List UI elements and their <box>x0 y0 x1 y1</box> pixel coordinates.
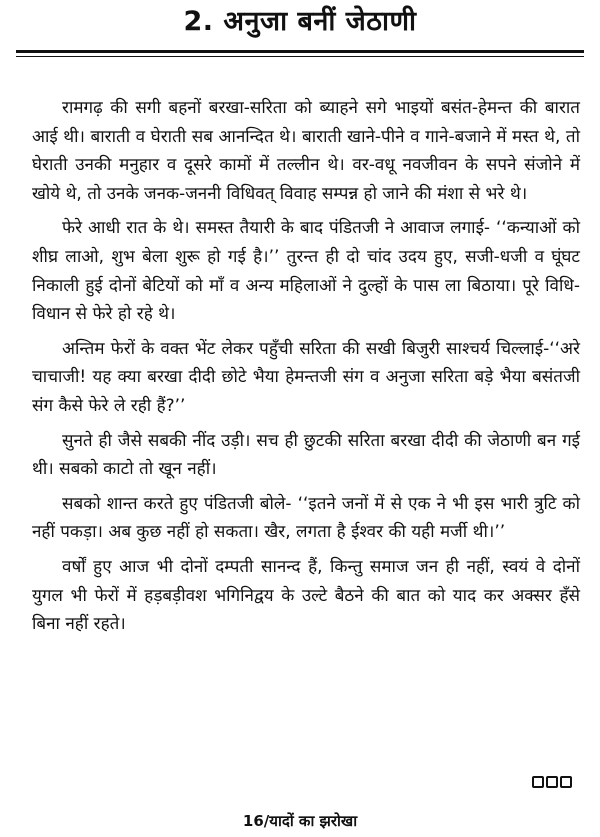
end-box-icon <box>560 776 572 788</box>
chapter-title: 2. अनुजा बनीं जेठाणी <box>183 6 417 37</box>
title-rule-thick <box>16 50 584 53</box>
paragraph-6: वर्षों हुए आज भी दोनों दम्पती सानन्द हैं, किन्तु समाज जन ही नहीं, स्वयं वे दोनों युगल भी फेरों में हड़बड़ीवश भगिनिद्वय के उल्टे बैठने की बात को याद कर अक्सर हँसे बिना नहीं रहते। <box>32 556 580 635</box>
paragraph-3: अन्तिम फेरों के वक्त भेंट लेकर पहुँची सरिता की सखी बिजुरी साश्चर्य चिल्लाई-‘‘अरे चाचाजी! यह क्या बरखा दीदी छोटे भैया हेमन्तजी संग व अनुजा सरिता बड़े भैया बसंतजी संग कैसे फेरे ले रही हैं?’’ <box>32 338 580 416</box>
paragraph-1: रामगढ़ की सगी बहनों बरखा-सरिता को ब्याहने सगे भाइयों बसंत-हेमन्त की बारात आई थी। बाराती व घेराती सब आनन्दित थे। बाराती खाने-पीने व गाने-बजाने में मस्त थे, तो घेराती उनकी मनुहार व दूसरे कामों में तल्लीन थे। वर-वधू नवजीवन के सपने संजोने में खोये थे, तो उनके जनक-जननी विधिवत् विवाह सम्पन्न हो जाने की मंशा से भरे थे। <box>32 98 580 204</box>
end-box-icon <box>546 776 558 788</box>
section-end-marks <box>532 776 572 788</box>
end-box-icon <box>532 776 544 788</box>
page-footer: 16/यादों का झरोखा <box>242 812 358 830</box>
paragraph-2: फेरे आधी रात के थे। समस्त तैयारी के बाद पंडितजी ने आवाज लगाई- ‘‘कन्याओं को शीघ्र लाओ, शुभ बेला शुरू हो गई है।’’ तुरन्त ही दो चांद उदय हुए, सजी-धजी व घूंघट निकाली हुई दोनों बेटियों को माँ व अन्य महिलाओं ने दुल्हों के पास ला बिठाया। पूरे विधि-विधान से फेरे हो रहे थे। <box>32 218 580 325</box>
title-rule-thin <box>16 56 584 57</box>
paragraph-4: सुनते ही जैसे सबकी नींद उड़ी। सच ही छुटकी सरिता बरखा दीदी की जेठाणी बन गई थी। सबको काटो तो खून नहीं। <box>32 430 580 480</box>
chapter-body <box>32 94 580 645</box>
paragraph-5: सबको शान्त करते हुए पंडितजी बोले- ‘‘इतने जनों में से एक ने भी इस भारी त्रुटि को नहीं पकड़ा। अब कुछ नहीं हो सकता। खैर, लगता है ईश्वर की यही मर्जी थी।’’ <box>32 493 580 543</box>
